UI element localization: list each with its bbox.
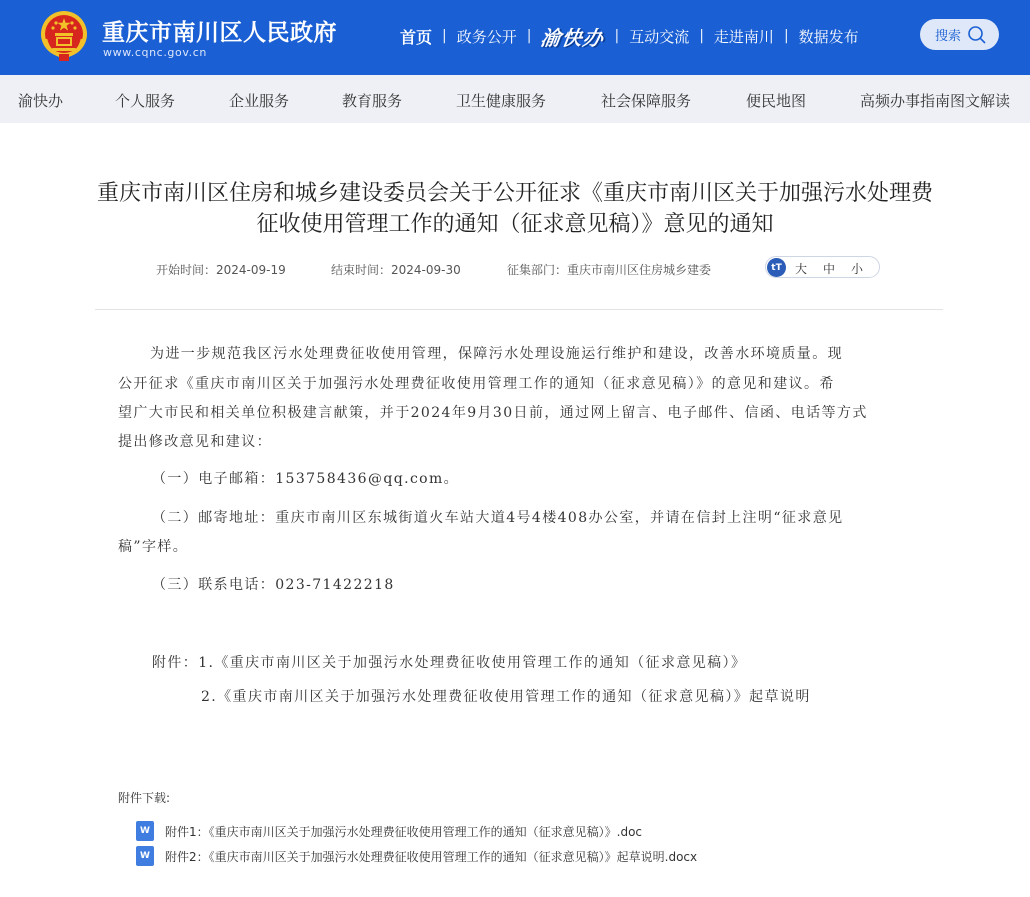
font-size-medium[interactable]: 中 (823, 262, 836, 276)
search-icon (967, 25, 987, 45)
site-header (0, 0, 1030, 75)
download-link[interactable] (136, 821, 642, 841)
cat-business-services[interactable]: 企业服务 (229, 92, 290, 110)
body-line: 提出修改意见和建议： (118, 434, 272, 450)
nav-separator: | (699, 28, 704, 44)
font-size-icon: tT (767, 258, 786, 277)
site-title[interactable]: 重庆市南川区人民政府 (102, 20, 337, 46)
article-title-line: 重庆市南川区住房和城乡建设委员会关于公开征求《重庆市南川区关于加强污水处理费 (96, 181, 933, 206)
cat-social-security[interactable]: 社会保障服务 (601, 92, 692, 110)
body-line: 公开征求《重庆市南川区关于加强污水处理费征收使用管理工作的通知（征求意见稿）》的意见和建议。希 (118, 376, 835, 392)
attachment-line-1: 附件：1.《重庆市南川区关于加强污水处理费征收使用管理工作的通知（征求意见稿）》 (152, 655, 747, 671)
article-title (40, 178, 990, 240)
nav-separator: | (442, 28, 447, 44)
cat-education-services[interactable]: 教育服务 (342, 92, 403, 110)
category-nav (0, 75, 1030, 123)
body-line: 为进一步规范我区污水处理费征收使用管理，保障污水处理设施运行维护和建设，改善水环境质量。现 (150, 346, 843, 362)
nav-separator: | (526, 28, 532, 44)
nav-separator: | (614, 28, 620, 44)
nav-home[interactable]: 首页 (400, 27, 433, 47)
end-date: 结束时间：2024-09-30 (331, 263, 461, 277)
search-label: 搜索 (935, 29, 962, 44)
nav-data-release[interactable]: 数据发布 (798, 27, 859, 46)
nav-about-nanchuan[interactable]: 走进南川 (713, 27, 774, 46)
site-domain: www.cqnc.gov.cn (103, 46, 207, 59)
contact-address: （二）邮寄地址：重庆市南川区东城街道火车站大道4号4楼408办公室，并请在信封上注明“征求意见 (152, 510, 844, 526)
start-date: 开始时间：2024-09-19 (156, 263, 286, 277)
body-line: 望广大市民和相关单位积极建言献策，并于2024年9月30日前，通过网上留言、电子邮件、信函、电话等方式 (118, 405, 868, 421)
download-link[interactable] (136, 846, 697, 866)
search-button[interactable] (920, 19, 999, 50)
contact-address-cont: 稿”字样。 (118, 539, 189, 555)
cat-health-services[interactable]: 卫生健康服务 (456, 92, 547, 110)
top-nav (400, 24, 859, 48)
nav-yukuaiban-logo[interactable]: 渝快办 (539, 25, 606, 50)
download-link-text: 附件2：《重庆市南川区关于加强污水处理费征收使用管理工作的通知（征求意见稿）》起草说明.docx (165, 849, 698, 864)
word-file-icon: W (136, 846, 154, 866)
font-size-small[interactable]: 小 (851, 262, 864, 276)
contact-email: （一）电子邮箱：153758436@qq.com。 (152, 471, 460, 487)
cat-yukuaiban[interactable]: 渝快办 (18, 92, 64, 110)
font-size-large[interactable]: 大 (795, 262, 808, 276)
font-size-switcher (765, 256, 880, 278)
nav-interaction[interactable]: 互动交流 (629, 27, 690, 46)
download-link-text: 附件1：《重庆市南川区关于加强污水处理费征收使用管理工作的通知（征求意见稿）》.doc (165, 824, 643, 839)
title-divider (95, 309, 943, 310)
contact-phone: （三）联系电话：023-71422218 (152, 577, 395, 593)
article-title-line: 征收使用管理工作的通知（征求意见稿）》意见的通知 (256, 212, 774, 237)
cat-personal-services[interactable]: 个人服务 (115, 92, 176, 110)
cat-convenience-map[interactable]: 便民地图 (746, 92, 807, 110)
cat-guide-interpretation[interactable]: 高频办事指南图文解读 (860, 92, 1011, 110)
attachment-line-2: 2.《重庆市南川区关于加强污水处理费征收使用管理工作的通知（征求意见稿）》起草说明 (201, 689, 811, 705)
word-file-icon: W (136, 821, 154, 841)
nav-separator: | (783, 28, 789, 44)
collecting-department: 征集部门：重庆市南川区住房城乡建委 (507, 263, 712, 277)
national-emblem-icon (40, 9, 88, 61)
nav-government-affairs[interactable]: 政务公开 (456, 27, 517, 46)
downloads-label: 附件下载: (118, 791, 171, 805)
